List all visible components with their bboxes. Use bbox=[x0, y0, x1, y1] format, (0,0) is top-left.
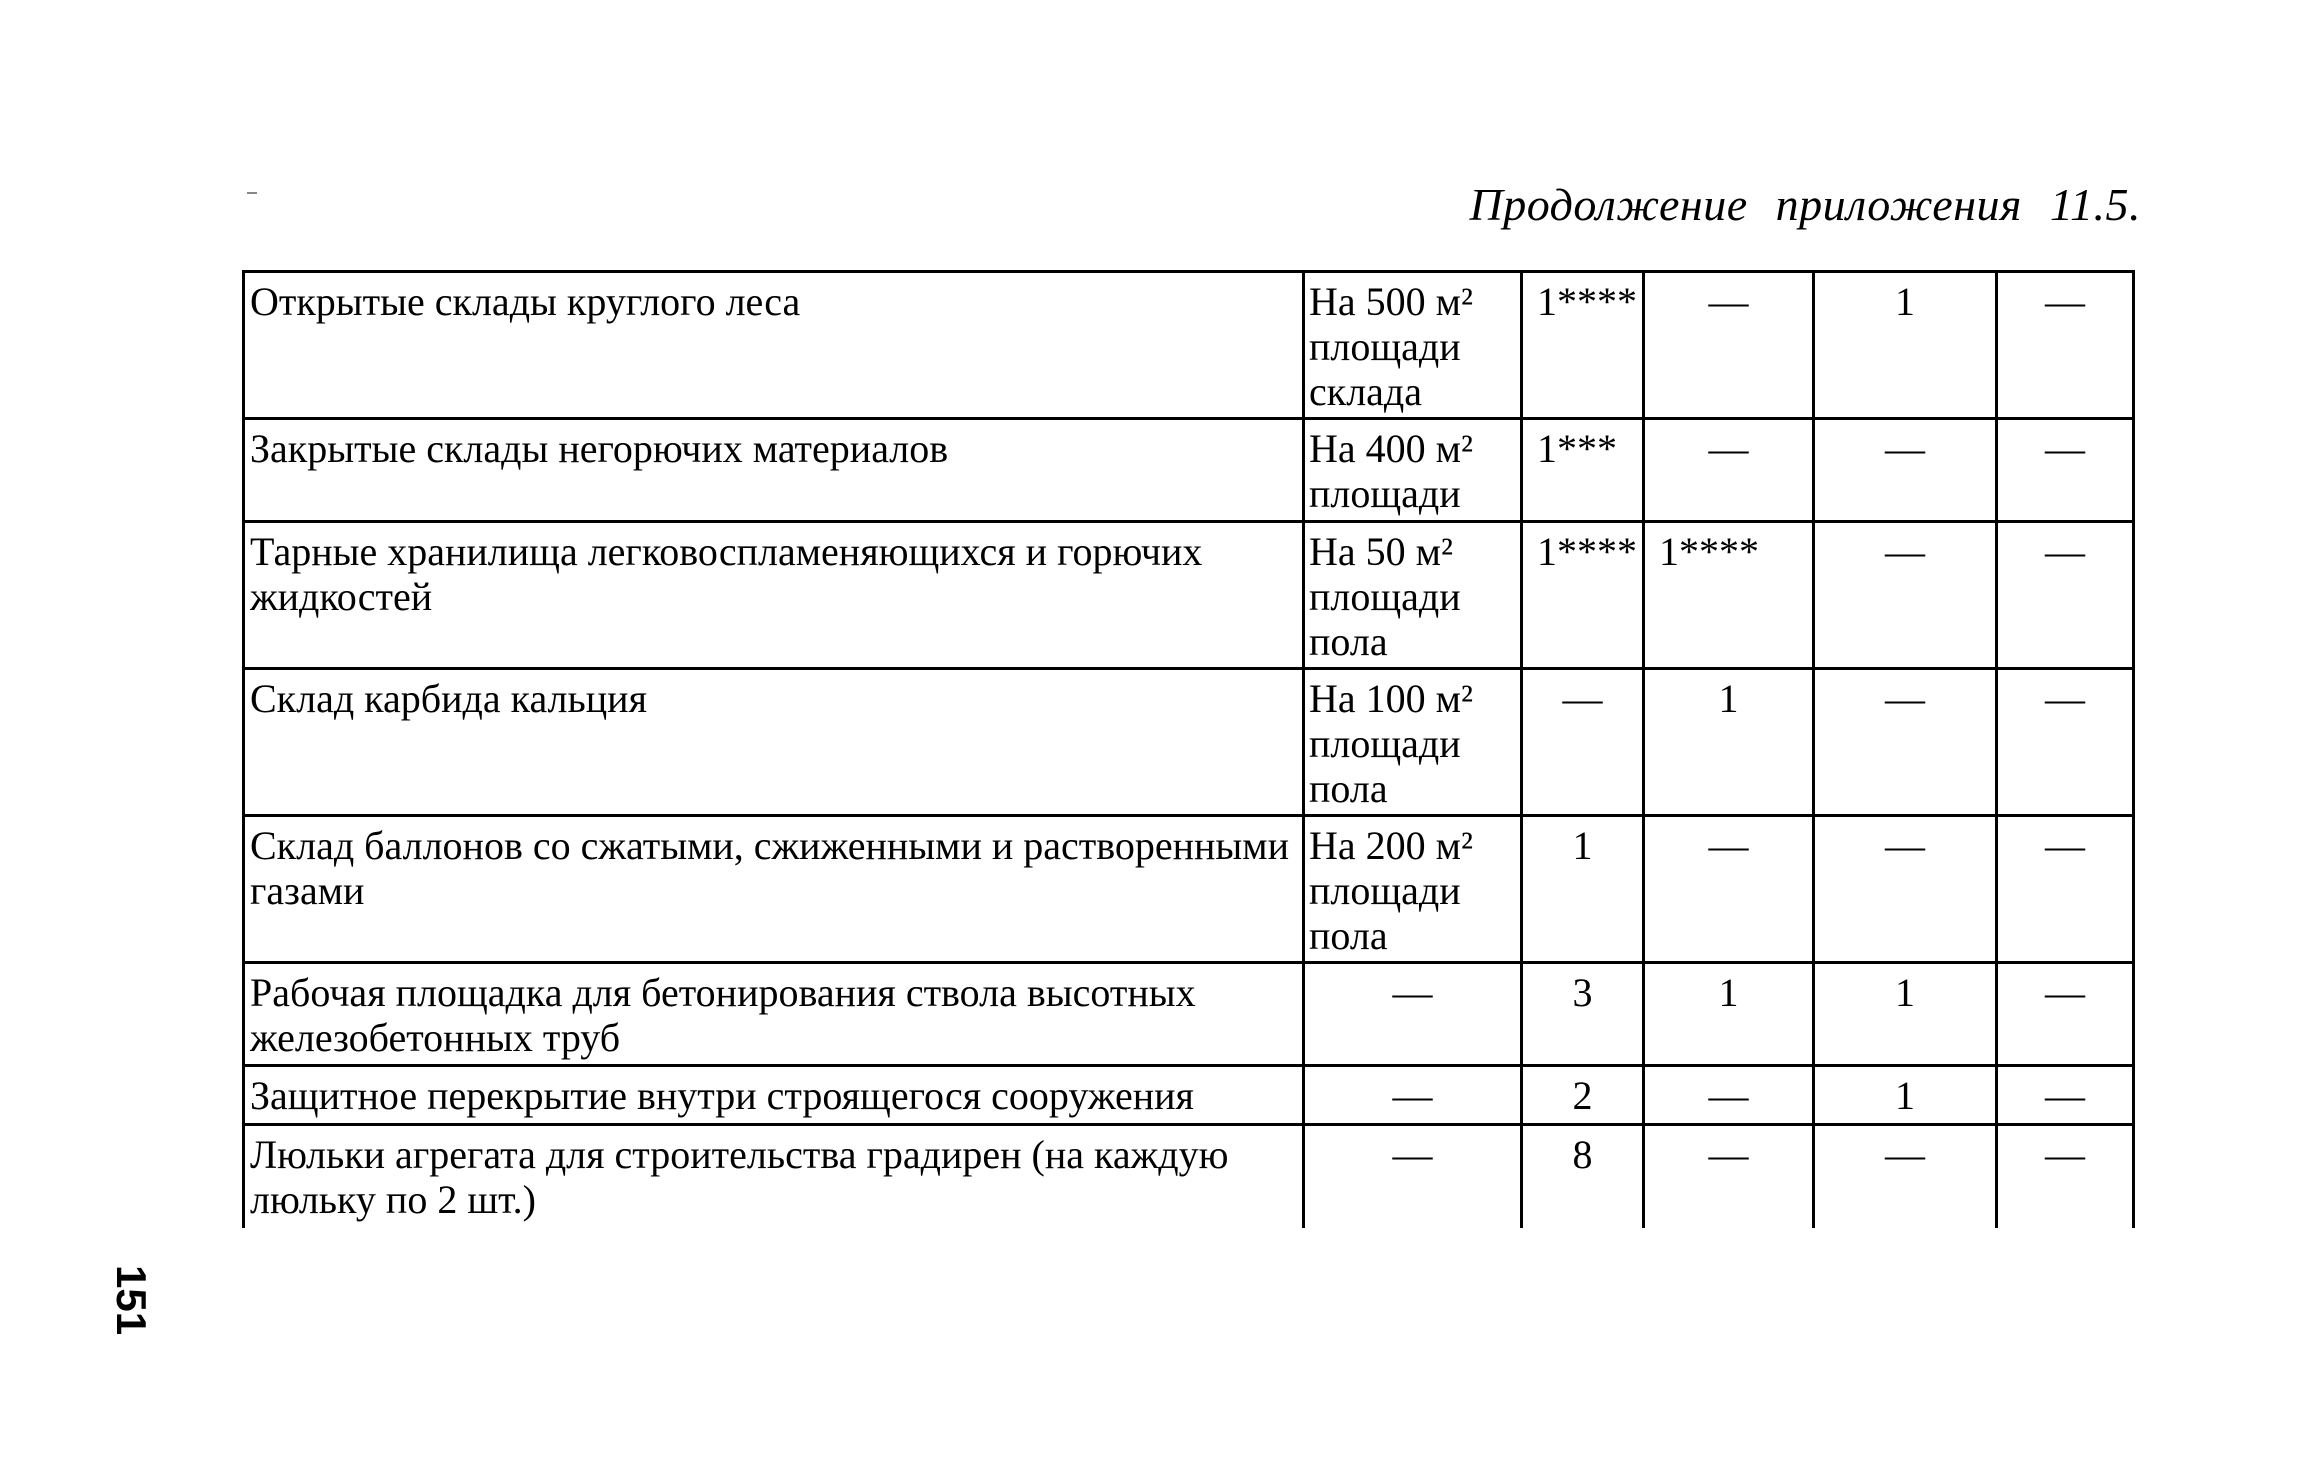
row-name: Рабочая площадка для бетонирования ствола высотных железобетонных труб bbox=[244, 963, 1304, 1066]
row-value-3: 1 bbox=[1814, 1066, 1997, 1125]
row-value-3: 1 bbox=[1814, 272, 1997, 419]
row-value-1: 3 bbox=[1522, 963, 1644, 1066]
row-name: Открытые склады круглого леса bbox=[244, 272, 1304, 419]
table-row bbox=[244, 1125, 2134, 1228]
header-appendix-number: 11.5. bbox=[2049, 179, 2141, 230]
table-row bbox=[244, 669, 2134, 816]
row-value-4: — bbox=[1997, 272, 2134, 419]
row-unit: На 500 м² площади склада bbox=[1304, 272, 1522, 419]
row-value-4: — bbox=[1997, 1066, 2134, 1125]
row-unit: — bbox=[1304, 1066, 1522, 1125]
page-number: 151 bbox=[108, 1265, 155, 1336]
equipment-table bbox=[242, 270, 2135, 1228]
row-value-3: — bbox=[1814, 1125, 1997, 1228]
row-value-3: 1 bbox=[1814, 963, 1997, 1066]
row-name: Тарные хранилища легковоспламеняющихся и горючих жидкостей bbox=[244, 522, 1304, 669]
row-name: Склад баллонов со сжатыми, сжиженными и растворенными газами bbox=[244, 816, 1304, 963]
table-row bbox=[244, 272, 2134, 419]
row-value-2: 1 bbox=[1644, 963, 1814, 1066]
row-unit: — bbox=[1304, 963, 1522, 1066]
table-row bbox=[244, 419, 2134, 522]
row-value-2: — bbox=[1644, 1125, 1814, 1228]
row-unit: На 200 м² площади пола bbox=[1304, 816, 1522, 963]
row-value-3: — bbox=[1814, 419, 1997, 522]
row-value-3: — bbox=[1814, 669, 1997, 816]
row-unit: — bbox=[1304, 1125, 1522, 1228]
row-unit: На 400 м² площади bbox=[1304, 419, 1522, 522]
row-name: Склад карбида кальция bbox=[244, 669, 1304, 816]
scan-mark bbox=[247, 192, 257, 194]
row-value-2: — bbox=[1644, 816, 1814, 963]
row-value-4: — bbox=[1997, 669, 2134, 816]
row-value-4: — bbox=[1997, 816, 2134, 963]
header-word-continuation: Продолжение bbox=[1469, 179, 1748, 230]
row-value-2: 1 bbox=[1644, 669, 1814, 816]
row-value-4: — bbox=[1997, 419, 2134, 522]
row-value-2: — bbox=[1644, 272, 1814, 419]
row-value-1: 1**** bbox=[1522, 522, 1644, 669]
row-name: Люльки агрегата для строительства градирен (на каждую люльку по 2 шт.) bbox=[244, 1125, 1304, 1228]
row-value-3: — bbox=[1814, 816, 1997, 963]
row-value-2: 1**** bbox=[1644, 522, 1814, 669]
row-name: Закрытые склады негорючих материалов bbox=[244, 419, 1304, 522]
row-value-1: — bbox=[1522, 669, 1644, 816]
page-header bbox=[1469, 178, 2141, 231]
row-value-1: 1 bbox=[1522, 816, 1644, 963]
row-value-4: — bbox=[1997, 1125, 2134, 1228]
row-unit: На 50 м² площади пола bbox=[1304, 522, 1522, 669]
table-row bbox=[244, 522, 2134, 669]
row-value-4: — bbox=[1997, 522, 2134, 669]
row-value-1: 1**** bbox=[1522, 272, 1644, 419]
header-word-appendix: приложения bbox=[1775, 179, 2022, 230]
table-row bbox=[244, 1066, 2134, 1125]
row-value-3: — bbox=[1814, 522, 1997, 669]
row-value-1: 2 bbox=[1522, 1066, 1644, 1125]
table-row bbox=[244, 816, 2134, 963]
row-unit: На 100 м² площади пола bbox=[1304, 669, 1522, 816]
row-value-2: — bbox=[1644, 1066, 1814, 1125]
row-value-1: 8 bbox=[1522, 1125, 1644, 1228]
row-value-1: 1*** bbox=[1522, 419, 1644, 522]
row-value-2: — bbox=[1644, 419, 1814, 522]
table-row bbox=[244, 963, 2134, 1066]
row-name: Защитное перекрытие внутри строящегося сооружения bbox=[244, 1066, 1304, 1125]
row-value-4: — bbox=[1997, 963, 2134, 1066]
